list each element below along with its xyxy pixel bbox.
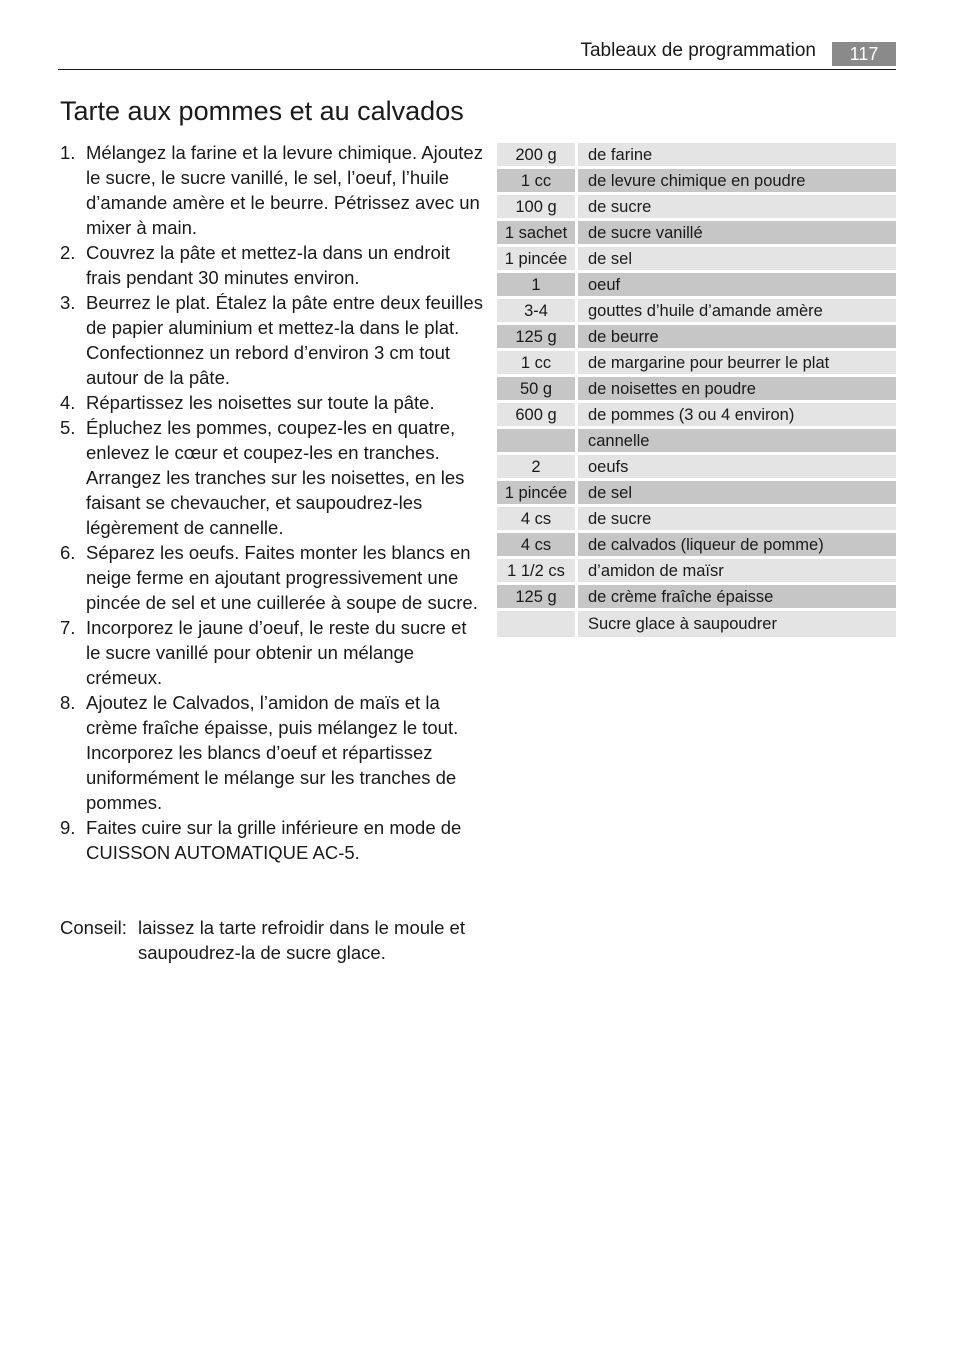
step-3 [60, 290, 484, 390]
step-number: 3. [60, 292, 76, 313]
page-number: 117 [832, 42, 896, 66]
ingredient-quantity: 2 [497, 455, 578, 481]
step-1 [60, 140, 484, 240]
table-row [497, 351, 896, 377]
ingredient-quantity: 50 g [497, 377, 578, 403]
ingredient-name: de pommes (3 ou 4 environ) [578, 403, 896, 429]
ingredient-name: gouttes d’huile d’amande amère [578, 299, 896, 325]
table-row [497, 429, 896, 455]
step-text: Épluchez les pommes, coupez-les en quatre, enlevez le cœur et coupez-les en tranches. Arrangez les tranches sur les noisettes, en les faisant se chevaucher, et saupoudrez-les légèrement de cannelle. [86, 417, 465, 538]
ingredient-quantity: 100 g [497, 195, 578, 221]
step-2 [60, 240, 484, 290]
table-row [497, 455, 896, 481]
ingredient-name: de farine [578, 143, 896, 169]
table-row [497, 533, 896, 559]
table-row [497, 169, 896, 195]
step-6 [60, 540, 484, 615]
step-number: 1. [60, 142, 76, 163]
ingredients-table [497, 143, 896, 637]
ingredient-quantity: 4 cs [497, 507, 578, 533]
ingredient-name: de levure chimique en poudre [578, 169, 896, 195]
table-row [497, 299, 896, 325]
recipe-steps [60, 140, 484, 865]
ingredient-quantity: 200 g [497, 143, 578, 169]
step-number: 7. [60, 617, 76, 638]
ingredient-quantity: 125 g [497, 585, 578, 611]
ingredient-name: Sucre glace à saupoudrer [578, 611, 896, 637]
table-row [497, 377, 896, 403]
table-row [497, 273, 896, 299]
table-row [497, 403, 896, 429]
table-row [497, 559, 896, 585]
step-text: Ajoutez le Calvados, l’amidon de maïs et la crème fraîche épaisse, puis mélangez le tout. Incorporez les blancs d’oeuf et répartissez uniformément le mélange sur les tranches de pommes. [86, 692, 459, 813]
section-title: Tableaux de programmation [580, 40, 816, 61]
table-row [497, 195, 896, 221]
ingredient-quantity: 3-4 [497, 299, 578, 325]
ingredient-name: de margarine pour beurrer le plat [578, 351, 896, 377]
step-9 [60, 815, 484, 865]
step-number: 6. [60, 542, 76, 563]
step-4 [60, 390, 484, 415]
ingredient-name: de calvados (liqueur de pomme) [578, 533, 896, 559]
step-text: Mélangez la farine et la levure chimique. Ajoutez le sucre, le sucre vanillé, le sel, l’oeuf, l’huile d’amande amère et le beurre. Pétrissez avec un mixer à main. [86, 142, 483, 238]
step-text: Couvrez la pâte et mettez-la dans un endroit frais pendant 30 minutes environ. [86, 242, 451, 288]
ingredient-name: oeuf [578, 273, 896, 299]
step-8 [60, 690, 484, 815]
ingredient-name: de crème fraîche épaisse [578, 585, 896, 611]
ingredient-name: d’amidon de maïsr [578, 559, 896, 585]
tip-text: laissez la tarte refroidir dans le moule et saupoudrez-la de sucre glace. [138, 917, 465, 963]
ingredient-quantity [497, 429, 578, 455]
ingredient-quantity: 1 [497, 273, 578, 299]
tip-label: Conseil: [60, 917, 127, 938]
ingredient-name: de sel [578, 481, 896, 507]
step-5 [60, 415, 484, 540]
ingredient-quantity: 1 cc [497, 169, 578, 195]
step-number: 8. [60, 692, 76, 713]
page-header [58, 38, 896, 70]
ingredient-quantity: 600 g [497, 403, 578, 429]
ingredient-name: de sucre [578, 195, 896, 221]
ingredient-name: oeufs [578, 455, 896, 481]
recipe-title: Tarte aux pommes et au calvados [60, 96, 464, 126]
step-text: Incorporez le jaune d’oeuf, le reste du sucre et le sucre vanillé pour obtenir un mélange crémeux. [86, 617, 467, 688]
ingredient-name: de sel [578, 247, 896, 273]
table-row [497, 481, 896, 507]
ingredient-name: de sucre vanillé [578, 221, 896, 247]
table-row [497, 221, 896, 247]
step-number: 5. [60, 417, 76, 438]
step-text: Beurrez le plat. Étalez la pâte entre deux feuilles de papier aluminium et mettez-la dans le plat. Confectionnez un rebord d’environ 3 cm tout autour de la pâte. [86, 292, 483, 388]
step-text: Séparez les oeufs. Faites monter les blancs en neige ferme en ajoutant progressivement une pincée de sel et une cuillerée à soupe de sucre. [86, 542, 478, 613]
step-text: Faites cuire sur la grille inférieure en mode de CUISSON AUTOMATIQUE AC-5. [86, 817, 462, 863]
step-7 [60, 615, 484, 690]
ingredient-name: cannelle [578, 429, 896, 455]
ingredient-name: de beurre [578, 325, 896, 351]
step-number: 9. [60, 817, 76, 838]
ingredient-quantity: 1 cc [497, 351, 578, 377]
ingredient-quantity: 1 sachet [497, 221, 578, 247]
ingredient-quantity: 1 pincée [497, 247, 578, 273]
ingredient-quantity: 1 1/2 cs [497, 559, 578, 585]
table-row [497, 611, 896, 637]
ingredient-quantity: 1 pincée [497, 481, 578, 507]
step-text: Répartissez les noisettes sur toute la pâte. [86, 392, 435, 413]
step-number: 4. [60, 392, 76, 413]
ingredient-quantity: 125 g [497, 325, 578, 351]
ingredient-quantity: 4 cs [497, 533, 578, 559]
ingredient-quantity [497, 611, 578, 637]
step-number: 2. [60, 242, 76, 263]
table-row [497, 325, 896, 351]
ingredient-name: de noisettes en poudre [578, 377, 896, 403]
tip-note [60, 915, 484, 965]
table-row [497, 143, 896, 169]
table-row [497, 507, 896, 533]
table-row [497, 247, 896, 273]
table-row [497, 585, 896, 611]
ingredient-name: de sucre [578, 507, 896, 533]
